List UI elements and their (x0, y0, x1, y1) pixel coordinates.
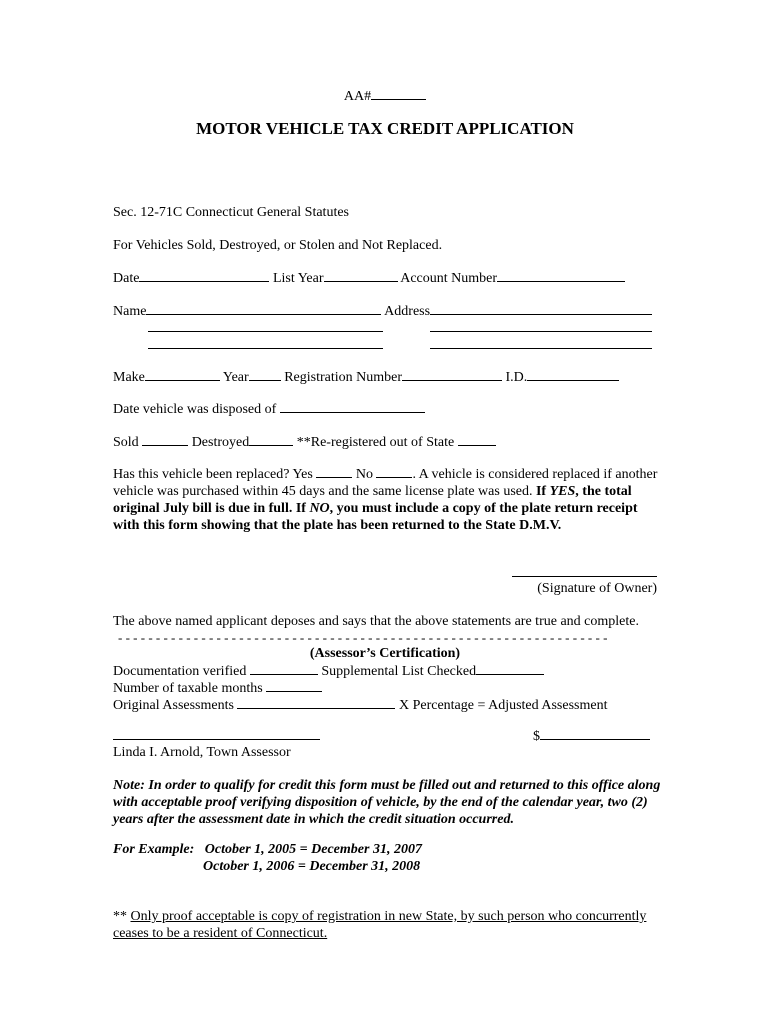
adjusted-amount-line (533, 727, 650, 745)
replaced-yes-blank[interactable] (316, 465, 352, 478)
bold-text: , you must include a copy of the plate return receipt with this form showing that the plate has been returned to the State D.M.V. (113, 501, 638, 533)
assessor-name: Linda I. Arnold, Town Assessor (113, 745, 291, 760)
dollar-sign: $ (533, 729, 540, 744)
date-blank[interactable] (139, 269, 269, 282)
original-assessments-label: Original Assessments (113, 698, 234, 713)
taxable-months-label: Number of taxable months (113, 681, 263, 696)
replaced-no-label: No (355, 467, 373, 482)
sold-blank[interactable] (142, 433, 188, 446)
name-blank-2[interactable] (148, 331, 383, 332)
disposed-line (113, 400, 425, 418)
make-blank[interactable] (145, 368, 220, 381)
reregistered-label: **Re-registered out of State (296, 435, 455, 450)
list-year-blank[interactable] (324, 269, 398, 282)
date-label: Date (113, 271, 140, 286)
no-emphasis: NO (309, 501, 330, 516)
taxable-months-line (113, 679, 322, 697)
address-blank-2[interactable] (430, 331, 652, 332)
replaced-paragraph (113, 465, 661, 534)
assessments-line (113, 696, 607, 714)
registration-blank[interactable] (402, 368, 502, 381)
note: Note: In order to qualify for credit this form must be filled out and returned to this office along with acceptable proof verifying disposition of vehicle, by the end of the calendar year, two (2) years after the assessment date in which the credit situation occurred. (113, 778, 661, 827)
name-blank[interactable] (146, 302, 381, 315)
address-blank[interactable] (430, 302, 652, 315)
bold-text: If (532, 484, 550, 499)
original-assessments-blank[interactable] (237, 696, 395, 709)
reregistered-blank[interactable] (458, 433, 496, 446)
example-2: October 1, 2006 = December 31, 2008 (203, 859, 421, 874)
name-blank-3[interactable] (148, 348, 383, 349)
make-label: Make (113, 370, 145, 385)
subtitle: For Vehicles Sold, Destroyed, or Stolen and Not Replaced. (113, 238, 443, 253)
doc-verified-label: Documentation verified (113, 664, 247, 679)
id-label: I.D. (505, 370, 528, 385)
page-title: MOTOR VEHICLE TAX CREDIT APPLICATION (196, 119, 574, 138)
footnote (113, 908, 661, 942)
sold-label: Sold (113, 435, 139, 450)
destroyed-label: Destroyed (191, 435, 250, 450)
footnote-text: Only proof acceptable is copy of registration in new State, by such person who concurrently ceases to be a resident of Connecticut. (113, 909, 647, 941)
destroyed-blank[interactable] (249, 433, 293, 446)
account-number-blank[interactable] (497, 269, 625, 282)
aa-number-line (0, 87, 770, 105)
supplemental-blank[interactable] (476, 662, 544, 675)
example-label: For Example: (113, 842, 195, 857)
replaced-question: Has this vehicle been replaced? Yes (113, 467, 313, 482)
id-blank[interactable] (527, 368, 619, 381)
supplemental-label: Supplemental List Checked (321, 664, 477, 679)
aa-label: AA# (343, 89, 372, 104)
signature-owner-label: (Signature of Owner) (537, 581, 657, 596)
example-line-1 (113, 841, 422, 858)
address-blank-3[interactable] (430, 348, 652, 349)
disposition-line (113, 433, 496, 451)
yes-emphasis: YES (549, 484, 576, 499)
adjusted-amount-blank[interactable] (540, 727, 650, 740)
example-1: October 1, 2005 = December 31, 2007 (204, 842, 422, 857)
doc-verified-blank[interactable] (250, 662, 318, 675)
owner-signature-blank[interactable] (512, 576, 657, 577)
assessor-heading: (Assessor’s Certification) (309, 646, 461, 661)
list-year-label: List Year (272, 271, 324, 286)
registration-label: Registration Number (284, 370, 402, 385)
taxable-months-blank[interactable] (266, 679, 322, 692)
address-label: Address (384, 304, 431, 319)
replaced-explanation: . A vehicle is considered replaced if another vehicle was purchased within 45 days and the same license plate was used. (113, 467, 658, 499)
aa-number-blank[interactable] (371, 87, 426, 100)
statute: Sec. 12-71C Connecticut General Statutes (113, 205, 349, 220)
year-blank[interactable] (249, 368, 281, 381)
deposes-statement: The above named applicant deposes and says that the above statements are true and complete. (113, 614, 639, 629)
doc-verified-line (113, 662, 544, 680)
name-line (113, 302, 652, 320)
footnote-marker: ** (113, 909, 131, 924)
vehicle-line (113, 368, 619, 386)
date-disposed-blank[interactable] (280, 400, 425, 413)
account-number-label: Account Number (400, 271, 498, 286)
separator: - - - - - - - - - - - - - - - - - - - - - - - - - - - - - - - - - - - - - - - - - - - - - - - - - - - - - - - - - - - - - - - - - (118, 630, 608, 645)
year-label: Year (222, 370, 249, 385)
date-line (113, 269, 625, 287)
replaced-no-blank[interactable] (376, 465, 412, 478)
bold-text: , the total original July bill is due in full. If (113, 484, 632, 516)
date-disposed-label: Date vehicle was disposed of (113, 402, 277, 417)
percentage-label: X Percentage = Adjusted Assessment (398, 698, 608, 713)
name-label: Name (113, 304, 147, 319)
assessor-signature-blank[interactable] (113, 739, 320, 740)
